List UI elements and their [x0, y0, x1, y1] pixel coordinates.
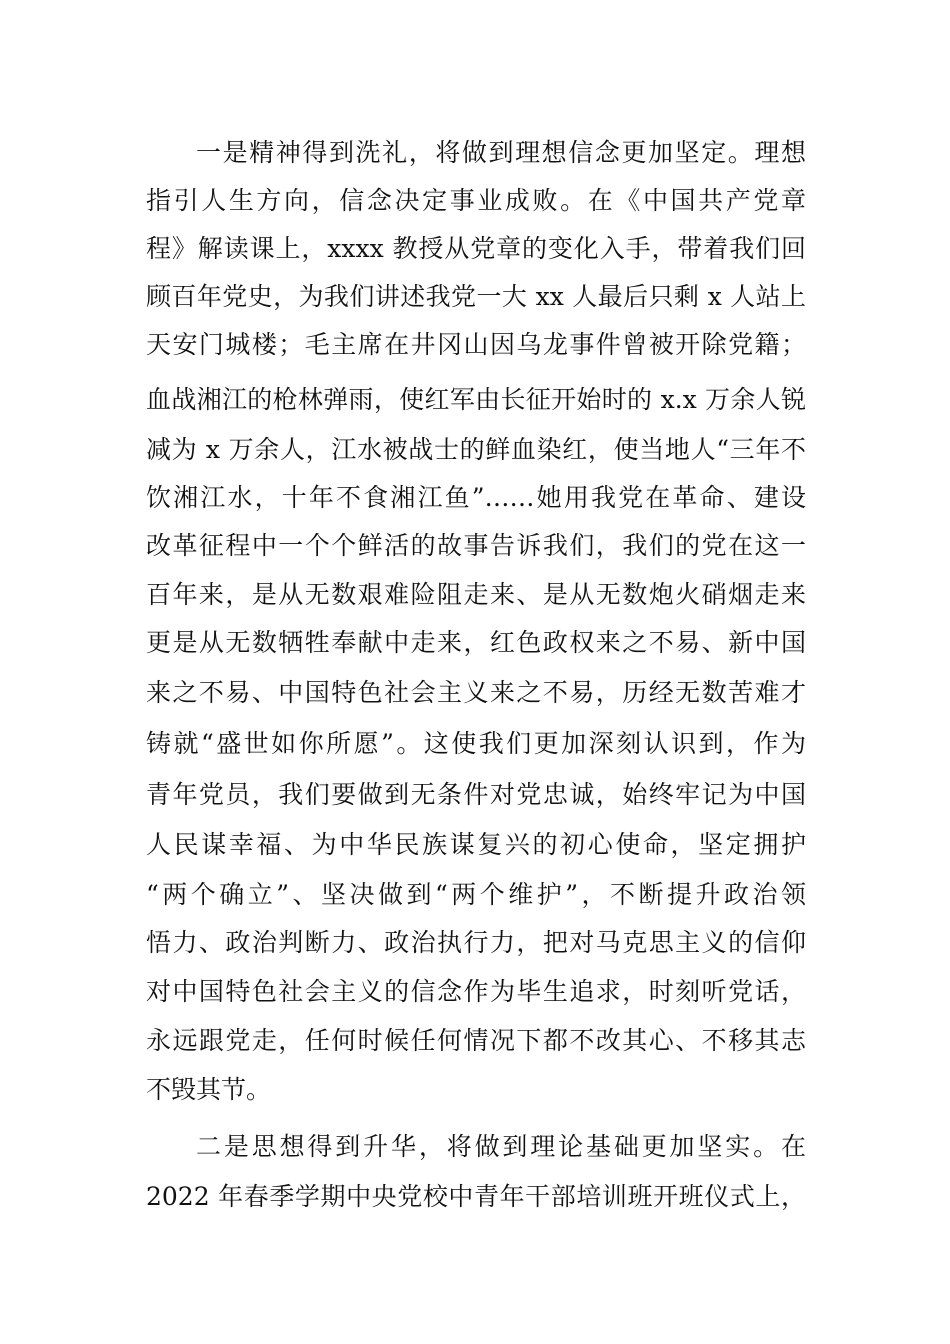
paragraph-1-line-8: 饮湘江水，十年不食湘江鱼”……她用我党在革命、建设 [146, 483, 806, 512]
paragraph-1-line-17: 悟力、政治判断力、政治执行力，把对马克思主义的信仰 [146, 928, 806, 957]
paragraph-2-line-2: 2022 年春季学期中央党校中青年干部培训班开班仪式上， [146, 1182, 806, 1211]
paragraph-1-line-14: 青年党员，我们要做到无条件对党忠诚，始终牢记为中国 [146, 780, 806, 809]
paragraph-1-line-6: 血战湘江的枪林弹雨，使红军由长征开始时的 x.x 万余人锐 [146, 385, 806, 414]
paragraph-1-line-5: 天安门城楼；毛主席在井冈山因乌龙事件曾被开除党籍； [146, 330, 806, 359]
paragraph-2-line-1: 二是思想得到升华，将做到理论基础更加坚实。在 [196, 1132, 806, 1161]
paragraph-1-line-10: 百年来，是从无数艰难险阻走来、是从无数炮火硝烟走来 [146, 580, 806, 609]
paragraph-1-line-1: 一是精神得到洗礼，将做到理想信念更加坚定。理想 [196, 138, 806, 167]
paragraph-1-line-2: 指引人生方向，信念决定事业成败。在《中国共产党章 [146, 186, 806, 215]
paragraph-1-line-4: 顾百年党史，为我们讲述我党一大 xx 人最后只剩 x 人站上 [146, 282, 806, 311]
paragraph-1-line-9: 改革征程中一个个鲜活的故事告诉我们，我们的党在这一 [146, 531, 806, 560]
paragraph-1-line-13: 铸就“盛世如你所愿”。这使我们更加深刻认识到，作为 [146, 729, 806, 758]
paragraph-1-line-11: 更是从无数牺牲奉献中走来，红色政权来之不易、新中国 [146, 628, 806, 657]
paragraph-1-line-15: 人民谋幸福、为中华民族谋复兴的初心使命，坚定拥护 [146, 830, 806, 859]
paragraph-1-line-20: 不毁其节。 [146, 1075, 272, 1104]
paragraph-1-line-3: 程》解读课上，xxxx 教授从党章的变化入手，带着我们回 [146, 234, 806, 263]
paragraph-1-line-16: “两个确立”、坚决做到“两个维护”，不断提升政治领 [146, 880, 806, 909]
paragraph-1-line-12: 来之不易、中国特色社会主义来之不易，历经无数苦难才 [146, 678, 806, 707]
paragraph-1-line-7: 减为 x 万余人，江水被战士的鲜血染红，使当地人“三年不 [146, 435, 806, 464]
paragraph-1-line-19: 永远跟党走，任何时候任何情况下都不改其心、不移其志 [146, 1026, 806, 1055]
paragraph-1-line-18: 对中国特色社会主义的信念作为毕生追求，时刻听党话， [146, 977, 806, 1006]
